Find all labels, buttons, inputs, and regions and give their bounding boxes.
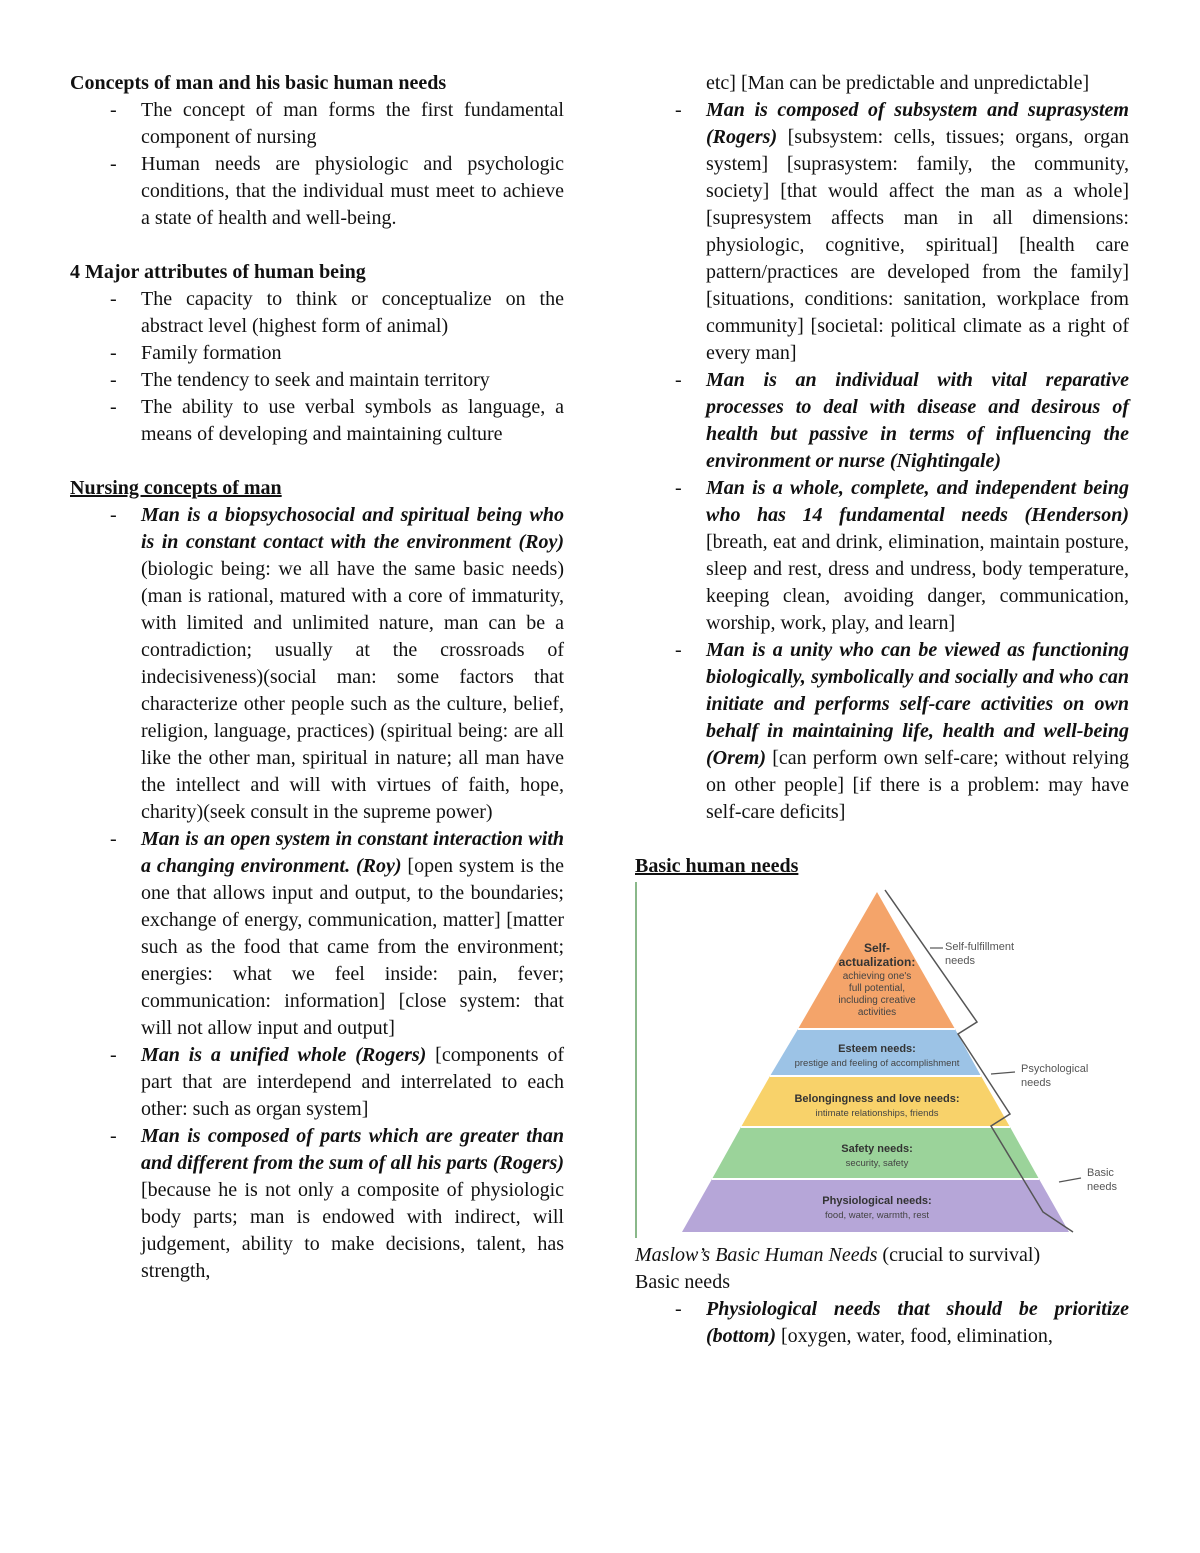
right-column <box>635 70 1129 1350</box>
basic-needs-list <box>635 1296 1129 1350</box>
concept-notes: [subsystem: cells, tissues; organs, organ system] [suprasystem: family, the community, society] [that would affect the man as a whole] [supresystem affects man in all dimensions: physiologic, cognitive, spiritual] [health care pattern/practices are developed from the family] [situations, conditions: sanitation, workplace from community] [societal: political climate as a right of every man] <box>706 126 1129 364</box>
list-item <box>70 1123 564 1285</box>
heading-major-attributes: 4 Major attributes of human being <box>70 261 366 283</box>
concept-notes: (biologic being: we all have the same basic needs) (man is rational, matured with a core of immaturity, with limited and unlimited nature, man can be a contradiction; usually at the crossroads of indecisiveness)(social man: some factors that characterize other people such as the culture, belief, religion, language, practices) (spiritual being: are all like the other man, spiritual in nature; all man have the intellect and will with virtues of faith, hope, charity)(seek consult in the supreme power) <box>141 558 564 823</box>
list-item <box>70 826 564 1042</box>
concept-notes: [can perform own self-care; without relying on other people] [if there is a problem: may have self-care deficits] <box>706 747 1129 823</box>
list-item <box>70 151 564 232</box>
list-item <box>70 367 564 394</box>
nursing-concepts-list-continued <box>635 97 1129 826</box>
concept-title: Man is a unity who can be viewed as functioning biologically, symbolically and socially and who can initiate and performs self-care activities on own behalf in maintaining life, health and well-being (Orem) <box>706 639 1129 769</box>
label-basic: Basic <box>1087 1167 1114 1179</box>
caption-title: Maslow’s Basic Human Needs <box>635 1244 878 1266</box>
maslow-pyramid-figure <box>635 882 1129 1238</box>
belongingness-desc: intimate relationships, friends <box>815 1108 939 1119</box>
label-self-fulfillment-needs: needs <box>945 955 975 967</box>
list-item-text: The concept of man forms the first fundamental component of nursing <box>141 99 564 148</box>
concept-notes: [open system is the one that allows input and output, to the boundaries; exchange of energy, communication, matter] [matter such as the food that came from the environment; energies: what we feel inside: pain, fever; communication: information] [close system: that will not allow input and output] <box>141 855 564 1039</box>
self-actualization-title: Self- <box>863 941 891 955</box>
bullet-dash: - <box>110 1125 117 1147</box>
heading-concepts-of-man: Concepts of man and his basic human needs <box>70 72 447 94</box>
heading-basic-human-needs: Basic human needs <box>635 855 799 877</box>
esteem-title: Esteem needs: <box>838 1043 916 1055</box>
concept-title: Man is a biopsychosocial and spiritual being who is in constant contact with the environment (Roy) <box>141 504 564 553</box>
label-basic-needs: needs <box>1087 1181 1117 1193</box>
bullet-dash: - <box>110 369 117 391</box>
safety-title: Safety needs: <box>841 1143 913 1155</box>
bullet-dash: - <box>110 99 117 121</box>
list-item <box>635 367 1129 475</box>
bullet-dash: - <box>675 477 682 499</box>
physiological-desc: food, water, warmth, rest <box>824 1210 930 1221</box>
list-item-text: Family formation <box>141 342 282 364</box>
need-notes: [oxygen, water, food, elimination, <box>776 1325 1053 1347</box>
maslow-pyramid <box>635 882 1129 1238</box>
bullet-dash: - <box>110 504 117 526</box>
bullet-dash: - <box>675 369 682 391</box>
bullet-dash: - <box>110 153 117 175</box>
list-item <box>635 637 1129 826</box>
self-actualization-desc-2: full potential, <box>848 983 906 994</box>
concept-title: Man is composed of subsystem and suprasystem (Rogers) <box>706 99 1129 148</box>
bullet-dash: - <box>110 828 117 850</box>
concept-title: Man is a whole, complete, and independent being who has 14 fundamental needs (Henderson) <box>706 477 1129 526</box>
self-actualization-desc-3: including creative <box>838 995 916 1006</box>
list-item <box>635 475 1129 637</box>
bullet-dash: - <box>675 1298 682 1320</box>
bullet-dash: - <box>110 1044 117 1066</box>
list-item <box>70 502 564 826</box>
list-item <box>70 1042 564 1123</box>
self-actualization-desc-4: activities <box>857 1007 897 1018</box>
self-actualization-title-2: actualization: <box>838 955 916 969</box>
self-actualization-desc: achieving one's <box>842 971 912 982</box>
concept-notes: [components of part that are interdepend and interrelated to each other: such as organ system] <box>141 1044 564 1120</box>
bullet-dash: - <box>675 99 682 121</box>
list-item-text: The ability to use verbal symbols as language, a means of developing and maintaining culture <box>141 396 564 445</box>
list-item <box>635 97 1129 367</box>
bullet-dash: - <box>675 639 682 661</box>
need-title: Physiological needs that should be prioritize (bottom) <box>706 1298 1129 1347</box>
list-item-text: The capacity to think or conceptualize on the abstract level (highest form of animal) <box>141 288 564 337</box>
basic-needs-label: Basic needs <box>635 1271 730 1293</box>
concept-title: Man is an open system in constant interaction with a changing environment. (Roy) <box>141 828 564 877</box>
list-item <box>70 394 564 448</box>
list-item-text: Human needs are physiologic and psychologic conditions, that the individual must meet to achieve a state of health and well-being. <box>141 153 564 229</box>
label-self-fulfillment: Self-fulfillment <box>945 941 1015 953</box>
physiological-title: Physiological needs: <box>822 1195 932 1207</box>
list-item <box>70 340 564 367</box>
caption-note: (crucial to survival) <box>877 1244 1041 1266</box>
concept-notes: [breath, eat and drink, elimination, maintain posture, sleep and rest, dress and undress, body temperature, keeping clean, avoiding danger, communication, worship, work, play, and learn] <box>706 531 1129 634</box>
list-item <box>635 1296 1129 1350</box>
concept-notes: [because he is not only a composite of physiologic body parts; man is endowed with indirect, will judgement, ability to make decisions, talent, has strength, <box>141 1179 564 1282</box>
concepts-list <box>70 97 564 232</box>
list-item <box>70 97 564 151</box>
concept-title: Man is an individual with vital reparative processes to deal with disease and desirous of health but passive in terms of influencing the environment or nurse (Nightingale) <box>706 369 1129 472</box>
label-psychological-needs: needs <box>1021 1077 1051 1089</box>
bullet-dash: - <box>110 288 117 310</box>
figure-caption <box>635 1242 1129 1269</box>
concept-title: Man is a unified whole (Rogers) <box>141 1044 427 1066</box>
belongingness-title: Belongingness and love needs: <box>794 1093 960 1105</box>
attributes-list <box>70 286 564 448</box>
bullet-dash: - <box>110 342 117 364</box>
bullet-dash: - <box>110 396 117 418</box>
esteem-desc: prestige and feeling of accomplishment <box>794 1058 960 1069</box>
safety-desc: security, safety <box>845 1158 909 1169</box>
continued-text: etc] [Man can be predictable and unpredictable] <box>706 72 1090 94</box>
nursing-concepts-list <box>70 502 564 1285</box>
left-column <box>70 70 564 1285</box>
label-psychological: Psychological <box>1021 1063 1089 1075</box>
heading-nursing-concepts: Nursing concepts of man <box>70 477 282 499</box>
list-item <box>70 286 564 340</box>
list-item-text: The tendency to seek and maintain territory <box>141 369 490 391</box>
concept-title: Man is composed of parts which are greater than and different from the sum of all his parts (Rogers) <box>141 1125 564 1174</box>
